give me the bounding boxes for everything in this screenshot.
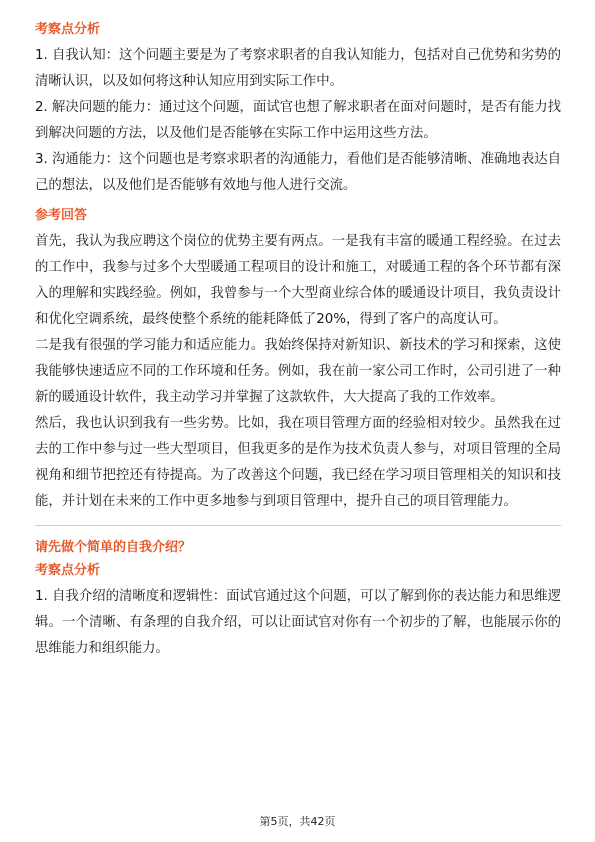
section-divider (35, 525, 561, 526)
page-number: 第5页，共42页 (259, 815, 336, 828)
answer-paragraph-1: 首先，我认为我应聘这个岗位的优势主要有两点。一是我有丰富的暖通工程经验。在过去的工作中，我参与过多个大型暖通工程项目的设计和施工，对暖通工程的各个环节都有深入的理解和实践经验。例如，我曾参与一个大型商业综合体的暖通设计项目，我负责设计和优化空调系统，最终使整个系统的能耗降低了20%，得到了客户的高度认可。 (35, 234, 561, 327)
reference-answer-heading: 参考回答 (35, 208, 88, 223)
page-content (35, 20, 561, 662)
question-title: 请先做个简单的自我介绍？ (35, 540, 192, 555)
analysis-point-1-b: 1. 自我介绍的清晰度和逻辑性：面试官通过这个问题，可以了解到你的表达能力和思维逻辑。一个清晰、有条理的自我介绍，可以让面试官对你有一个初步的了解，也能展示你的思维能力和组织能力。 (35, 589, 561, 656)
analysis-heading-2: 考察点分析 (35, 563, 101, 578)
answer-paragraph-2: 二是我有很强的学习能力和适应能力。我始终保持对新知识、新技术的学习和探索，这使我能够快速适应不同的工作环境和任务。例如，我在前一家公司工作时，公司引进了一种新的暖通设计软件，我主动学习并掌握了这款软件，大大提高了我的工作效率。 (35, 338, 561, 405)
analysis-point-3: 3. 沟通能力：这个问题也是考察求职者的沟通能力，看他们是否能够清晰、准确地表达自己的想法，以及他们是否能够有效地与他人进行交流。 (35, 152, 561, 193)
analysis-heading: 考察点分析 (35, 22, 101, 37)
analysis-point-1: 1. 自我认知：这个问题主要是为了考察求职者的自我认知能力，包括对自己优势和劣势的清晰认识，以及如何将这种认知应用到实际工作中。 (35, 48, 561, 89)
answer-paragraph-3: 然后，我也认识到我有一些劣势。比如，我在项目管理方面的经验相对较少。虽然我在过去的工作中参与过一些大型项目，但我更多的是作为技术负责人参与，对项目管理的全局视角和细节把控还有待提高。为了改善这个问题，我已经在学习项目管理相关的知识和技能，并计划在未来的工作中更多地参与到项目管理中，提升自己的项目管理能力。 (35, 416, 561, 509)
analysis-point-2: 2. 解决问题的能力：通过这个问题，面试官也想了解求职者在面对问题时，是否有能力找到解决问题的方法，以及他们是否能够在实际工作中运用这些方法。 (35, 100, 561, 141)
